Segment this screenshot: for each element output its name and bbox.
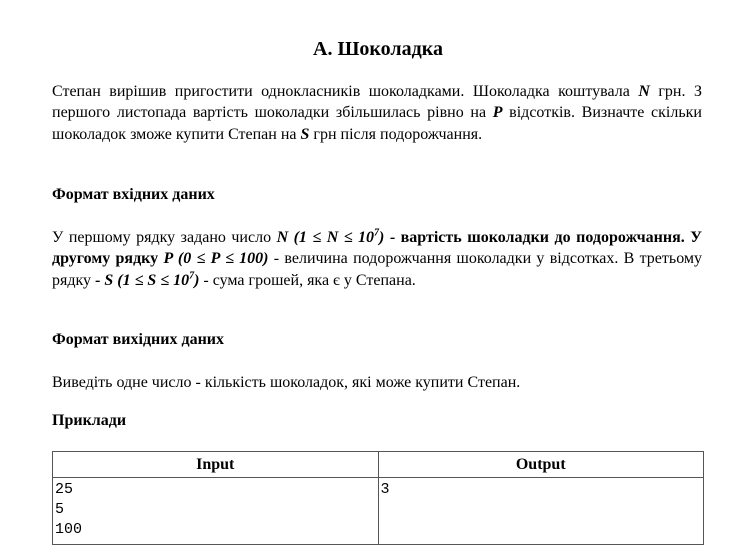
n-constraint: N $(1 \le N \le 10^7)$ bbox=[276, 227, 385, 246]
var-s: S bbox=[300, 125, 310, 143]
p-constraint: P (0 ≤ P ≤ 100) bbox=[163, 250, 269, 268]
examples-heading: Приклади bbox=[52, 412, 127, 429]
examples-header-row bbox=[53, 452, 704, 478]
problem-statement: Степан вирішив пригостити однокласників шоколадками. Шоколадка коштувала N грн. З першого листопада вартість шоколадки збільшилась рівно на P відсотків. Визначте скільки шоколадок зможе купити Степан на S грн після подорожчання. bbox=[52, 83, 702, 143]
output-column-header: Output bbox=[378, 452, 704, 478]
table-row bbox=[53, 478, 704, 545]
output-format-heading: Формат вихідних даних bbox=[52, 331, 224, 348]
var-n: N bbox=[638, 83, 650, 100]
examples-table bbox=[52, 451, 704, 545]
input-format-text: У першому рядку задано число N $(1 \le N \le 10^7)$ - вартість шоколадки до подорожчання. У другому рядку P (0 ≤ P ≤ 100) - величина подорожчання шоколадки у відсотках. В третьому рядку - S $(1 \le S \le 10^7)$ - сума грошей, яка є у Степана. bbox=[52, 227, 703, 289]
problem-title: A. Шоколадка bbox=[313, 38, 443, 60]
input-format-heading: Формат вхідних даних bbox=[52, 186, 215, 203]
example-input: 25 5 100 bbox=[53, 478, 379, 545]
output-format-text: Виведіть одне число - кількість шоколадок, які може купити Степан. bbox=[52, 374, 521, 391]
var-p: P bbox=[492, 104, 503, 122]
s-constraint: S $(1 \le S \le 10^7)$ bbox=[104, 270, 200, 289]
example-output: 3 bbox=[378, 478, 704, 545]
input-column-header: Input bbox=[53, 452, 379, 478]
